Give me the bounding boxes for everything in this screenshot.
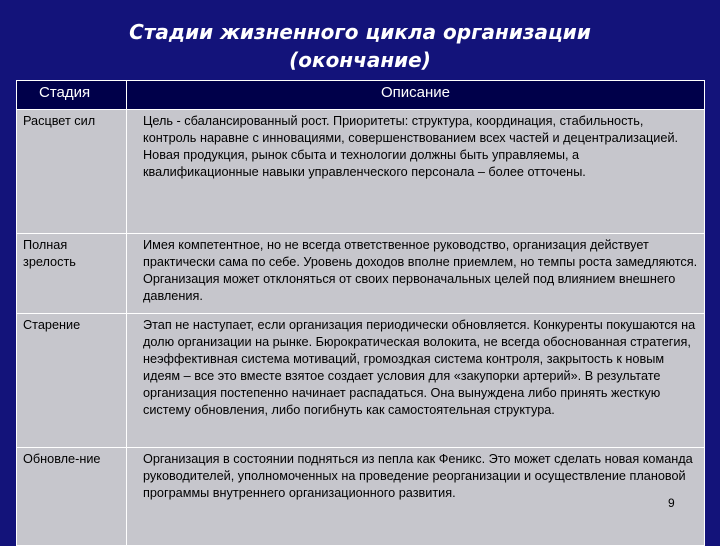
description-cell: Цель - сбалансированный рост. Приоритеты: структура, координация, стабильность, контроль наравне с инновациями, совершенствованием всех частей и децентрализацией. Новая продукция, рынок сбыта и технологии должны быть управляемы, а квалификационные навыки управленческого персонала – более отточены. xyxy=(127,110,705,234)
lifecycle-table xyxy=(16,80,705,546)
description-cell: Организация в состоянии подняться из пепла как Феникс. Это может сделать новая команда руководителей, уполномоченных на проведение реорганизации и осуществление плановой программы внутреннего организационного развития. xyxy=(127,448,705,546)
table-row xyxy=(17,448,705,546)
slide-title xyxy=(0,18,720,74)
table-row xyxy=(17,234,705,314)
stage-cell: Старение xyxy=(17,314,127,448)
slide-title-line-1: Стадии жизненного цикла организации xyxy=(129,20,591,44)
header-description: Описание xyxy=(127,81,705,110)
description-cell: Имея компетентное, но не всегда ответственное руководство, организация действует практически сама по себе. Уровень доходов вполне приемлем, но темпы роста замедляются. Организация может отклоняться от своих первоначальных целей под влиянием внешнего давления. xyxy=(127,234,705,314)
header-stage: Стадия xyxy=(17,81,127,110)
stage-cell: Расцвет сил xyxy=(17,110,127,234)
table-header-row xyxy=(17,81,705,110)
stage-cell: Полная зрелость xyxy=(17,234,127,314)
description-cell: Этап не наступает, если организация периодически обновляется. Конкуренты покушаются на долю организации на рынке. Бюрократическая волокита, не всегда обоснованная стратегия, неэффективная система мотиваций, громоздкая система контроля, закрытость к новым идеям – все это вместе взятое создает условия для «закупорки артерий». В результате организация постепенно начинает распадаться. Она вынуждена либо принять жесткую систему обновления, либо погибнуть как самостоятельная структура. xyxy=(127,314,705,448)
slide-title-line-2: (окончание) xyxy=(289,48,431,72)
table-row xyxy=(17,110,705,234)
page-number: 9 xyxy=(668,496,675,510)
stage-cell: Обновле-ние xyxy=(17,448,127,546)
table-row xyxy=(17,314,705,448)
